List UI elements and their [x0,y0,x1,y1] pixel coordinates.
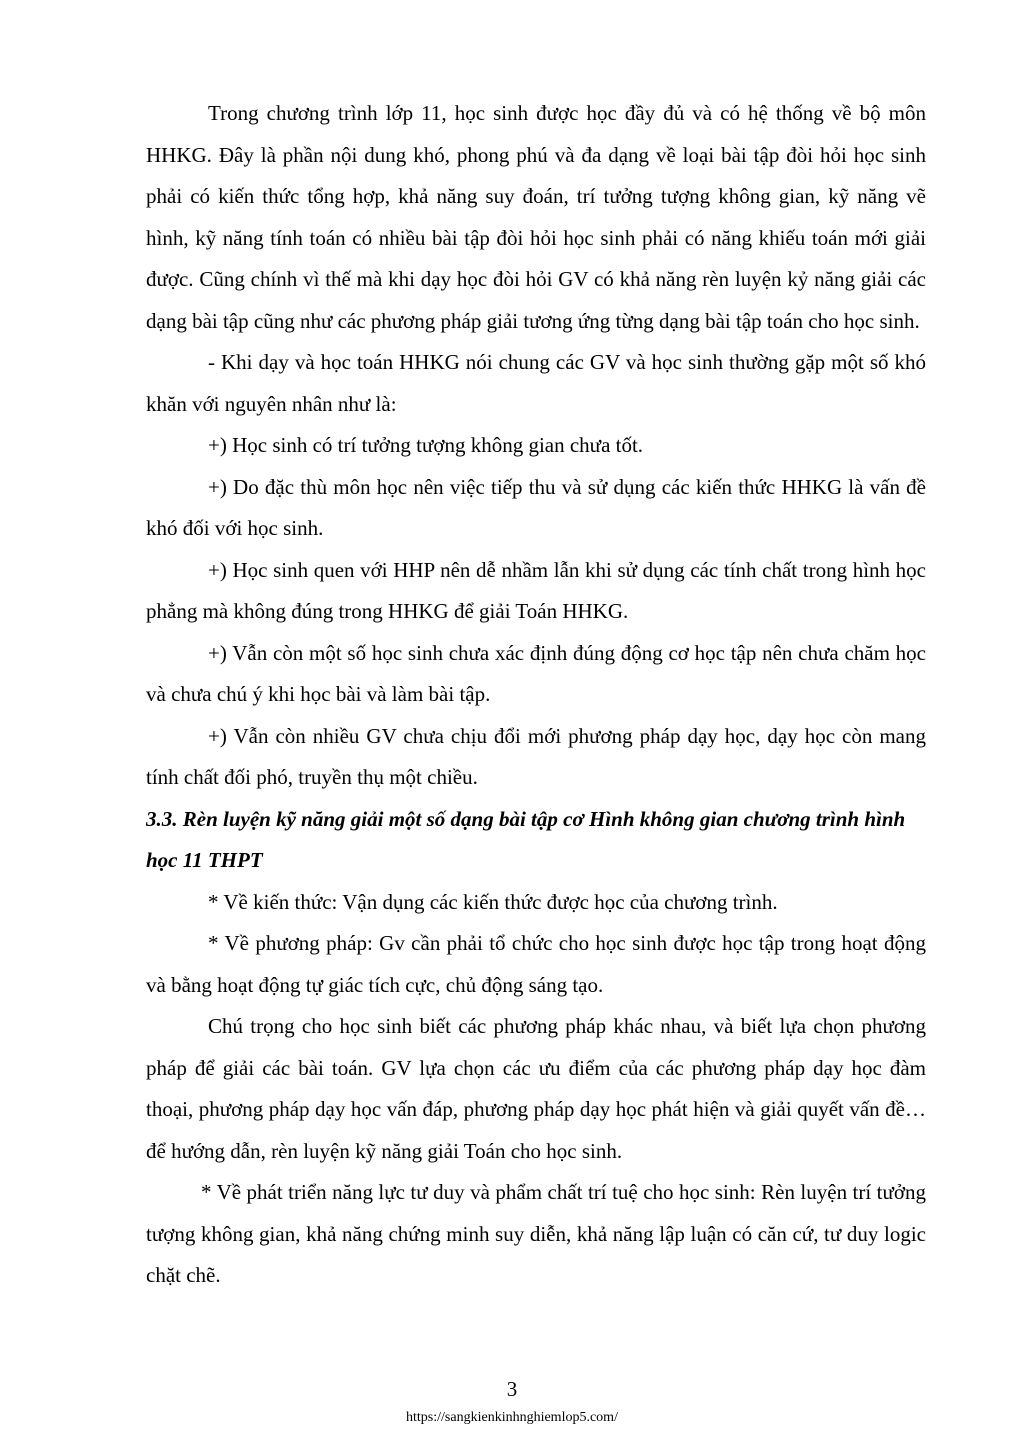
paragraph-emphasis: Chú trọng cho học sinh biết các phương pháp khác nhau, và biết lựa chọn phương pháp để giải các bài toán. GV lựa chọn các ưu điểm của các phương pháp dạy học đàm thoại, phương pháp dạy học vấn đáp, phương pháp dạy học phát hiện và giải quyết vấn đề…để hướng dẫn, rèn luyện kỹ năng giải Toán cho học sinh. [146,1014,926,1163]
paragraph-method: * Về phương pháp: Gv cần phải tổ chức cho học sinh được học tập trong hoạt động và bằng hoạt động tự giác tích cực, chủ động sáng tạo. [146,931,926,997]
list-item-plane-geometry: +) Học sinh quen với HHP nên dễ nhầm lẫn khi sử dụng các tính chất trong hình học phẳng mà không đúng trong HHKG để giải Toán HHKG. [146,557,926,623]
list-item-motivation: +) Vẫn còn một số học sinh chưa xác định đúng động cơ học tập nên chưa chăm học và chưa chú ý khi học bài và làm bài tập. [146,640,926,706]
paragraph-intro: Trong chương trình lớp 11, học sinh được học đầy đủ và có hệ thống về bộ môn HHKG. Đây là phần nội dung khó, phong phú và đa dạng về loại bài tập đòi hỏi học sinh phải có kiến thức tổng hợp, khả năng suy đoán, trí tưởng tượng không gian, kỹ năng vẽ hình, kỹ năng tính toán có nhiều bài tập đòi hỏi học sinh phải có năng khiếu toán mới giải được. Cũng chính vì thế mà khi dạy học đòi hỏi GV có khả năng rèn luyện kỷ năng giải các dạng bài tập cũng như các phương pháp giải tương ứng từng dạng bài tập toán cho học sinh. [146,101,926,333]
footer-url: https://sangkienkinhnghiemlop5.com/ [406,1410,618,1425]
list-item-imagination: +) Học sinh có trí tưởng tượng không gian chưa tốt. [208,433,644,457]
paragraph-knowledge: * Về kiến thức: Vận dụng các kiến thức được học của chương trình. [208,889,778,914]
document-body [146,93,926,1297]
paragraph-thinking: * Về phát triển năng lực tư duy và phẩm chất trí tuệ cho học sinh: Rèn luyện trí tưởng tượng không gian, khả năng chứng minh suy diễn, khả năng lập luận có căn cứ, tư duy logic chặt chẽ. [146,1180,926,1287]
list-item-subject-nature: +) Do đặc thù môn học nên việc tiếp thu và sử dụng các kiến thức HHKG là vấn đề khó đối với học sinh. [146,474,926,540]
section-heading: 3.3. Rèn luyện kỹ năng giải một số dạng bài tập cơ Hình không gian chương trình hình học 11 THPT [146,806,906,872]
page-number: 3 [506,1377,518,1401]
list-item-teaching-methods: +) Vẫn còn nhiều GV chưa chịu đổi mới phương pháp dạy học, dạy học còn mang tính chất đối phó, truyền thụ một chiều. [146,723,926,789]
paragraph-difficulties: - Khi dạy và học toán HHKG nói chung các GV và học sinh thường gặp một số khó khăn với nguyên nhân như là: [146,350,926,416]
